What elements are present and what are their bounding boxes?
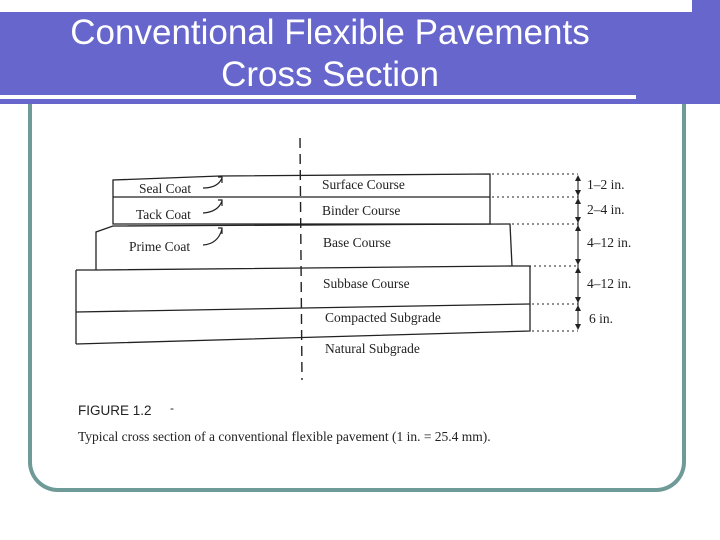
tack-coat-arrow <box>203 201 222 213</box>
binder-course-label: Binder Course <box>322 203 401 218</box>
slide-title-line-2: Cross Section <box>221 55 439 94</box>
compacted-subgrade-thickness-label: 6 in. <box>589 311 614 326</box>
base-subbase-boundary <box>76 266 512 270</box>
centerline <box>300 138 302 380</box>
subbase-course-label: Subbase Course <box>323 276 410 291</box>
seal-coat-arrow <box>203 178 222 188</box>
subbase-thickness-label: 4–12 in. <box>587 276 632 291</box>
coat-arrows <box>203 177 222 245</box>
prime-coat-arrow <box>203 229 222 245</box>
compacted-subgrade-label: Compacted Subgrade <box>325 310 441 325</box>
dimension-guides <box>492 174 578 331</box>
tack-coat-label: Tack Coat <box>136 207 191 222</box>
figure-caption: Typical cross section of a conventional flexible pavement (1 in. = 25.4 mm). <box>78 429 491 444</box>
figure-label-mark: - <box>170 401 174 415</box>
surface-thickness-label: 1–2 in. <box>587 177 625 192</box>
natural-subgrade-label: Natural Subgrade <box>325 341 420 356</box>
compacted-subgrade-layer <box>76 304 530 344</box>
base-thickness-label: 4–12 in. <box>587 235 632 250</box>
base-course-label: Base Course <box>323 235 391 250</box>
pavement-layers <box>76 174 530 344</box>
seal-coat-label: Seal Coat <box>139 181 192 196</box>
thickness-dimensions <box>492 174 581 331</box>
figure-label: FIGURE 1.2 <box>78 403 152 418</box>
binder-thickness-label: 2–4 in. <box>587 202 625 217</box>
prime-coat-label: Prime Coat <box>129 239 191 254</box>
subbase-subgrade-boundary <box>76 304 530 312</box>
slide-title-line-1: Conventional Flexible Pavements <box>70 13 590 52</box>
surface-course-label: Surface Course <box>322 177 405 192</box>
